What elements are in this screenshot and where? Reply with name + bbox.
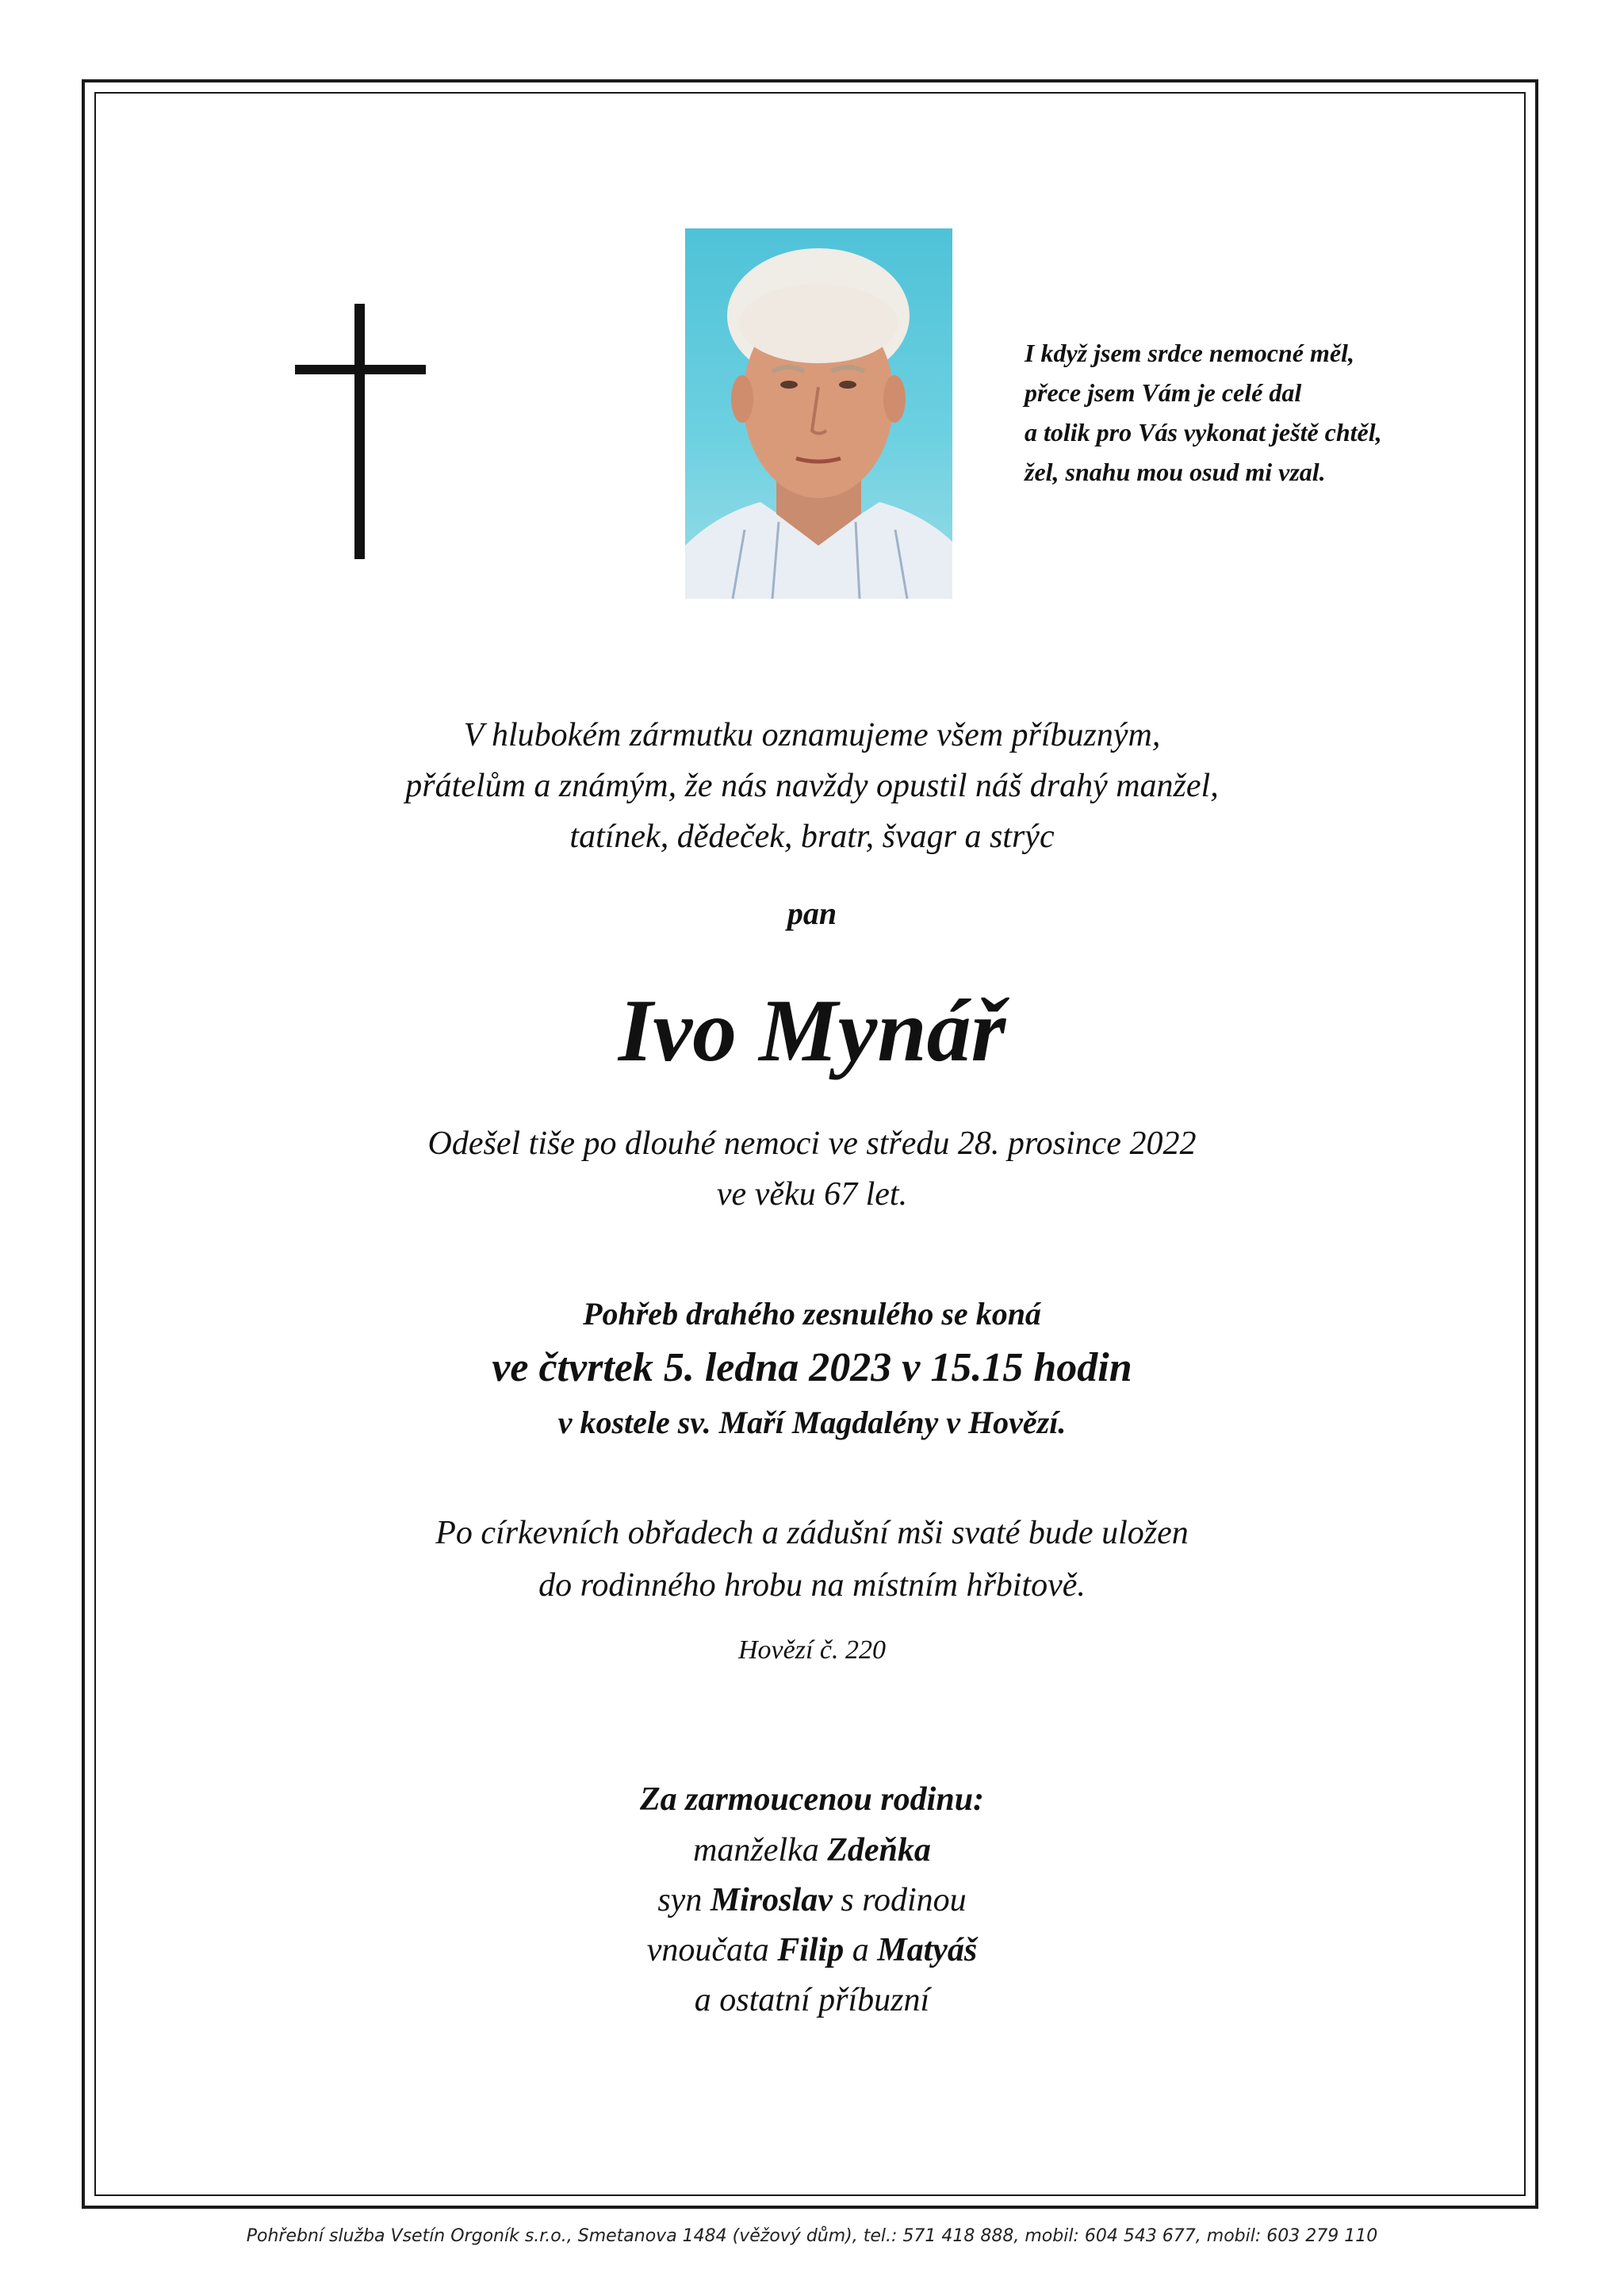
announcement-line: přátelům a známým, že nás navždy opustil náš drahý manžel, (405, 768, 1219, 804)
relative-name: Matyáš (877, 1932, 978, 1968)
honorific: pan (787, 895, 837, 931)
poem-line: žel, snahu mou osud mi vzal. (1025, 458, 1326, 486)
family-heading: Za zarmoucenou rodinu: (639, 1781, 985, 1818)
announcement-line: tatínek, dědeček, bratr, švagr a strýc (569, 818, 1055, 855)
burial-line: do rodinného hrobu na místním hřbitově. (538, 1567, 1086, 1604)
relation-label: manželka (693, 1832, 819, 1869)
burial-text (0, 1507, 1624, 1612)
family-line-grandchildren (0, 1926, 1624, 1976)
funeral-datetime: ve čtvrtek 5. ledna 2023 v 15.15 hodin (492, 1345, 1132, 1390)
relative-name: Zdeňka (827, 1832, 931, 1869)
poem-line: přece jsem Vám je celé dal (1025, 378, 1302, 407)
relation-label: vnoučata (646, 1932, 769, 1968)
death-line: Odešel tiše po dlouhé nemoci ve středu 28. prosince 2022 (427, 1125, 1197, 1162)
death-notice (0, 1118, 1624, 1220)
family-line-wife (0, 1826, 1624, 1876)
portrait-photo (685, 228, 952, 599)
funeral-intro: Pohřeb drahého zesnulého se koná (583, 1296, 1041, 1332)
family-line-others: a ostatní příbuzní (694, 1982, 930, 2018)
burial-line: Po církevních obřadech a zádušní mši svaté bude uložen (435, 1515, 1189, 1551)
poem-line: I když jsem srdce nemocné měl, (1025, 339, 1354, 367)
relative-name: Miroslav (710, 1882, 833, 1918)
death-line: ve věku 67 let. (716, 1176, 908, 1213)
funeral-service-footer: Pohřební služba Vsetín Orgoník s.r.o., Smetanova 1484 (věžový dům), tel.: 571 418 888, mobil: 604 543 677, mobil: 603 279 110 (246, 2226, 1378, 2246)
poem-line: a tolik pro Vás vykonat ještě chtěl, (1025, 418, 1382, 447)
relation-label: syn (657, 1882, 703, 1918)
relative-name: Filip (777, 1932, 845, 1968)
relation-suffix: s rodinou (841, 1882, 967, 1918)
family-line-son (0, 1876, 1624, 1926)
announcement-line: V hlubokém zármutku oznamujeme všem příbuzným, (463, 717, 1161, 753)
announcement-text (0, 710, 1624, 862)
memorial-poem (1025, 333, 1500, 492)
family-list (0, 1826, 1624, 2026)
family-address: Hovězí č. 220 (737, 1635, 886, 1665)
deceased-name: Ivo Mynář (618, 982, 1006, 1080)
funeral-place: v kostele sv. Maří Magdalény v Hovězí. (557, 1405, 1067, 1440)
conjunction: a (852, 1932, 869, 1968)
